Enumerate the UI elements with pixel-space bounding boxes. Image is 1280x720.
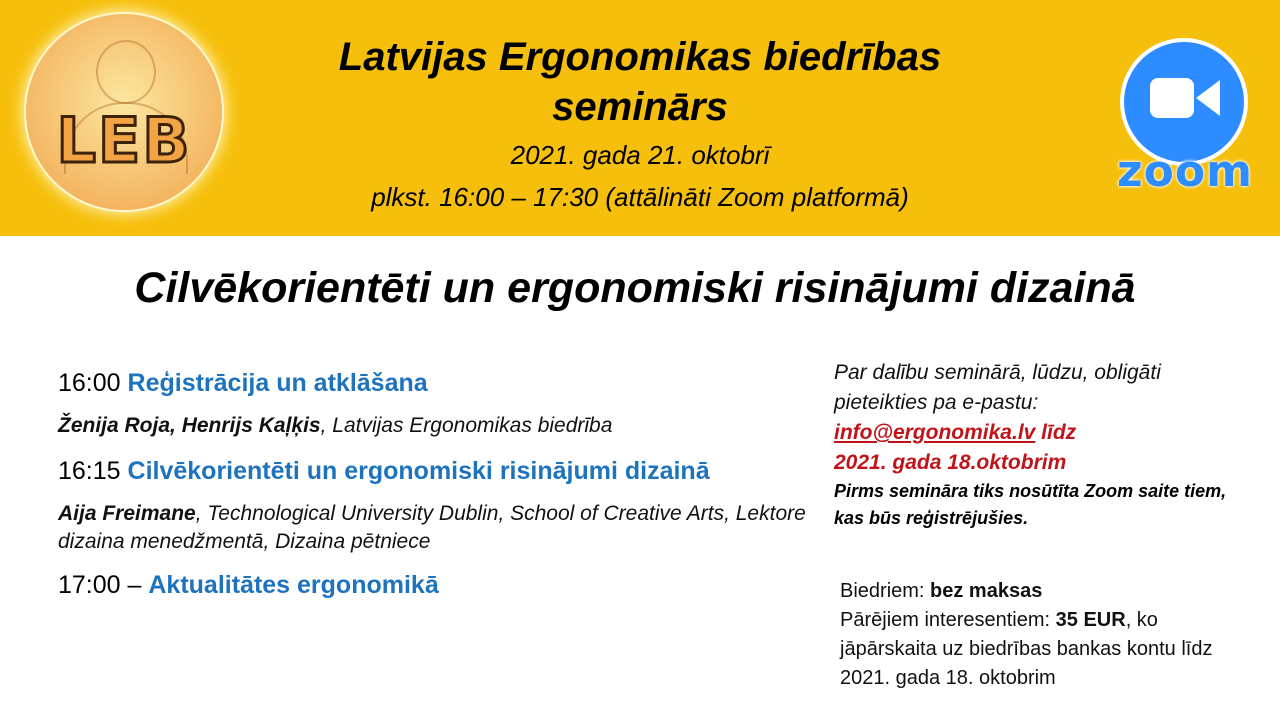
fee-others-value: 35 EUR [1055,609,1126,631]
agenda-time: 16:00 [58,369,121,397]
zoom-logo [1102,42,1268,200]
zoom-wordmark: zoom [1117,146,1253,197]
speaker-names: Ženija Roja, Henrijs Kaļķis [58,414,321,437]
leb-logo [26,14,222,210]
zoom-camera-icon [1124,42,1244,162]
agenda-time: 17:00 – [58,571,142,599]
zoom-link-note: Pirms semināra tiks nosūtīta Zoom saite tiem, kas būs reģistrējušies. [834,481,1227,528]
deadline-word: līdz [1035,421,1077,444]
registration-intro: Par dalību seminārā, lūdzu, obligāti pieteikties pa e-pastu: [834,361,1161,414]
agenda-item [58,454,818,488]
agenda-topic: Reģistrācija un atklāšana [127,369,428,397]
fee-others-rest: , ko jāpārskaita uz biedrības bankas kontu līdz 2021. gada 18. oktobrim [840,609,1213,689]
fee-members-label: Biedriem: [840,580,931,602]
fee-others-label: Pārējiem interesentiem: [840,609,1056,631]
event-time-place: plkst. 16:00 – 17:30 (attālināti Zoom platformā) [371,182,909,212]
fee-others [840,606,1260,693]
event-date: 2021. gada 21. oktobrī [510,140,770,170]
fee-members [840,577,1260,606]
speaker-names: Aija Freimane [58,502,196,525]
header-banner [0,0,1280,236]
registration-email-line [834,418,1254,448]
agenda-item [58,568,818,602]
fees-info [840,577,1260,693]
speaker-affiliation: , Technological University Dublin, School of Creative Arts, Lektore dizaina menedžmentā, Dizaina pētniece [58,502,806,553]
title-line-2: seminārs [552,85,728,129]
registration-info [834,358,1254,532]
agenda-speakers [58,412,818,440]
fee-members-value: bez maksas [930,580,1043,602]
person-silhouette-icon [96,40,156,104]
title-block [260,32,1020,216]
registration-deadline: 2021. gada 18.oktobrim [834,451,1067,474]
main-heading: Cilvēkorientēti un ergonomiski risinājumi dizainā [134,264,1136,312]
email-link[interactable]: info@ergonomika.lv [834,421,1036,444]
agenda-item [58,366,818,400]
agenda-time: 16:15 [58,457,121,485]
agenda-speakers [58,500,818,556]
agenda-topic: Cilvēkorientēti un ergonomiski risinājumi dizainā [127,457,710,485]
agenda-topic: Aktualitātes ergonomikā [148,571,439,599]
title-line-1: Latvijas Ergonomikas biedrības [338,35,942,79]
speaker-affiliation: , Latvijas Ergonomikas biedrība [320,414,613,437]
logo-letters: LEB [56,104,192,177]
agenda [58,366,818,602]
